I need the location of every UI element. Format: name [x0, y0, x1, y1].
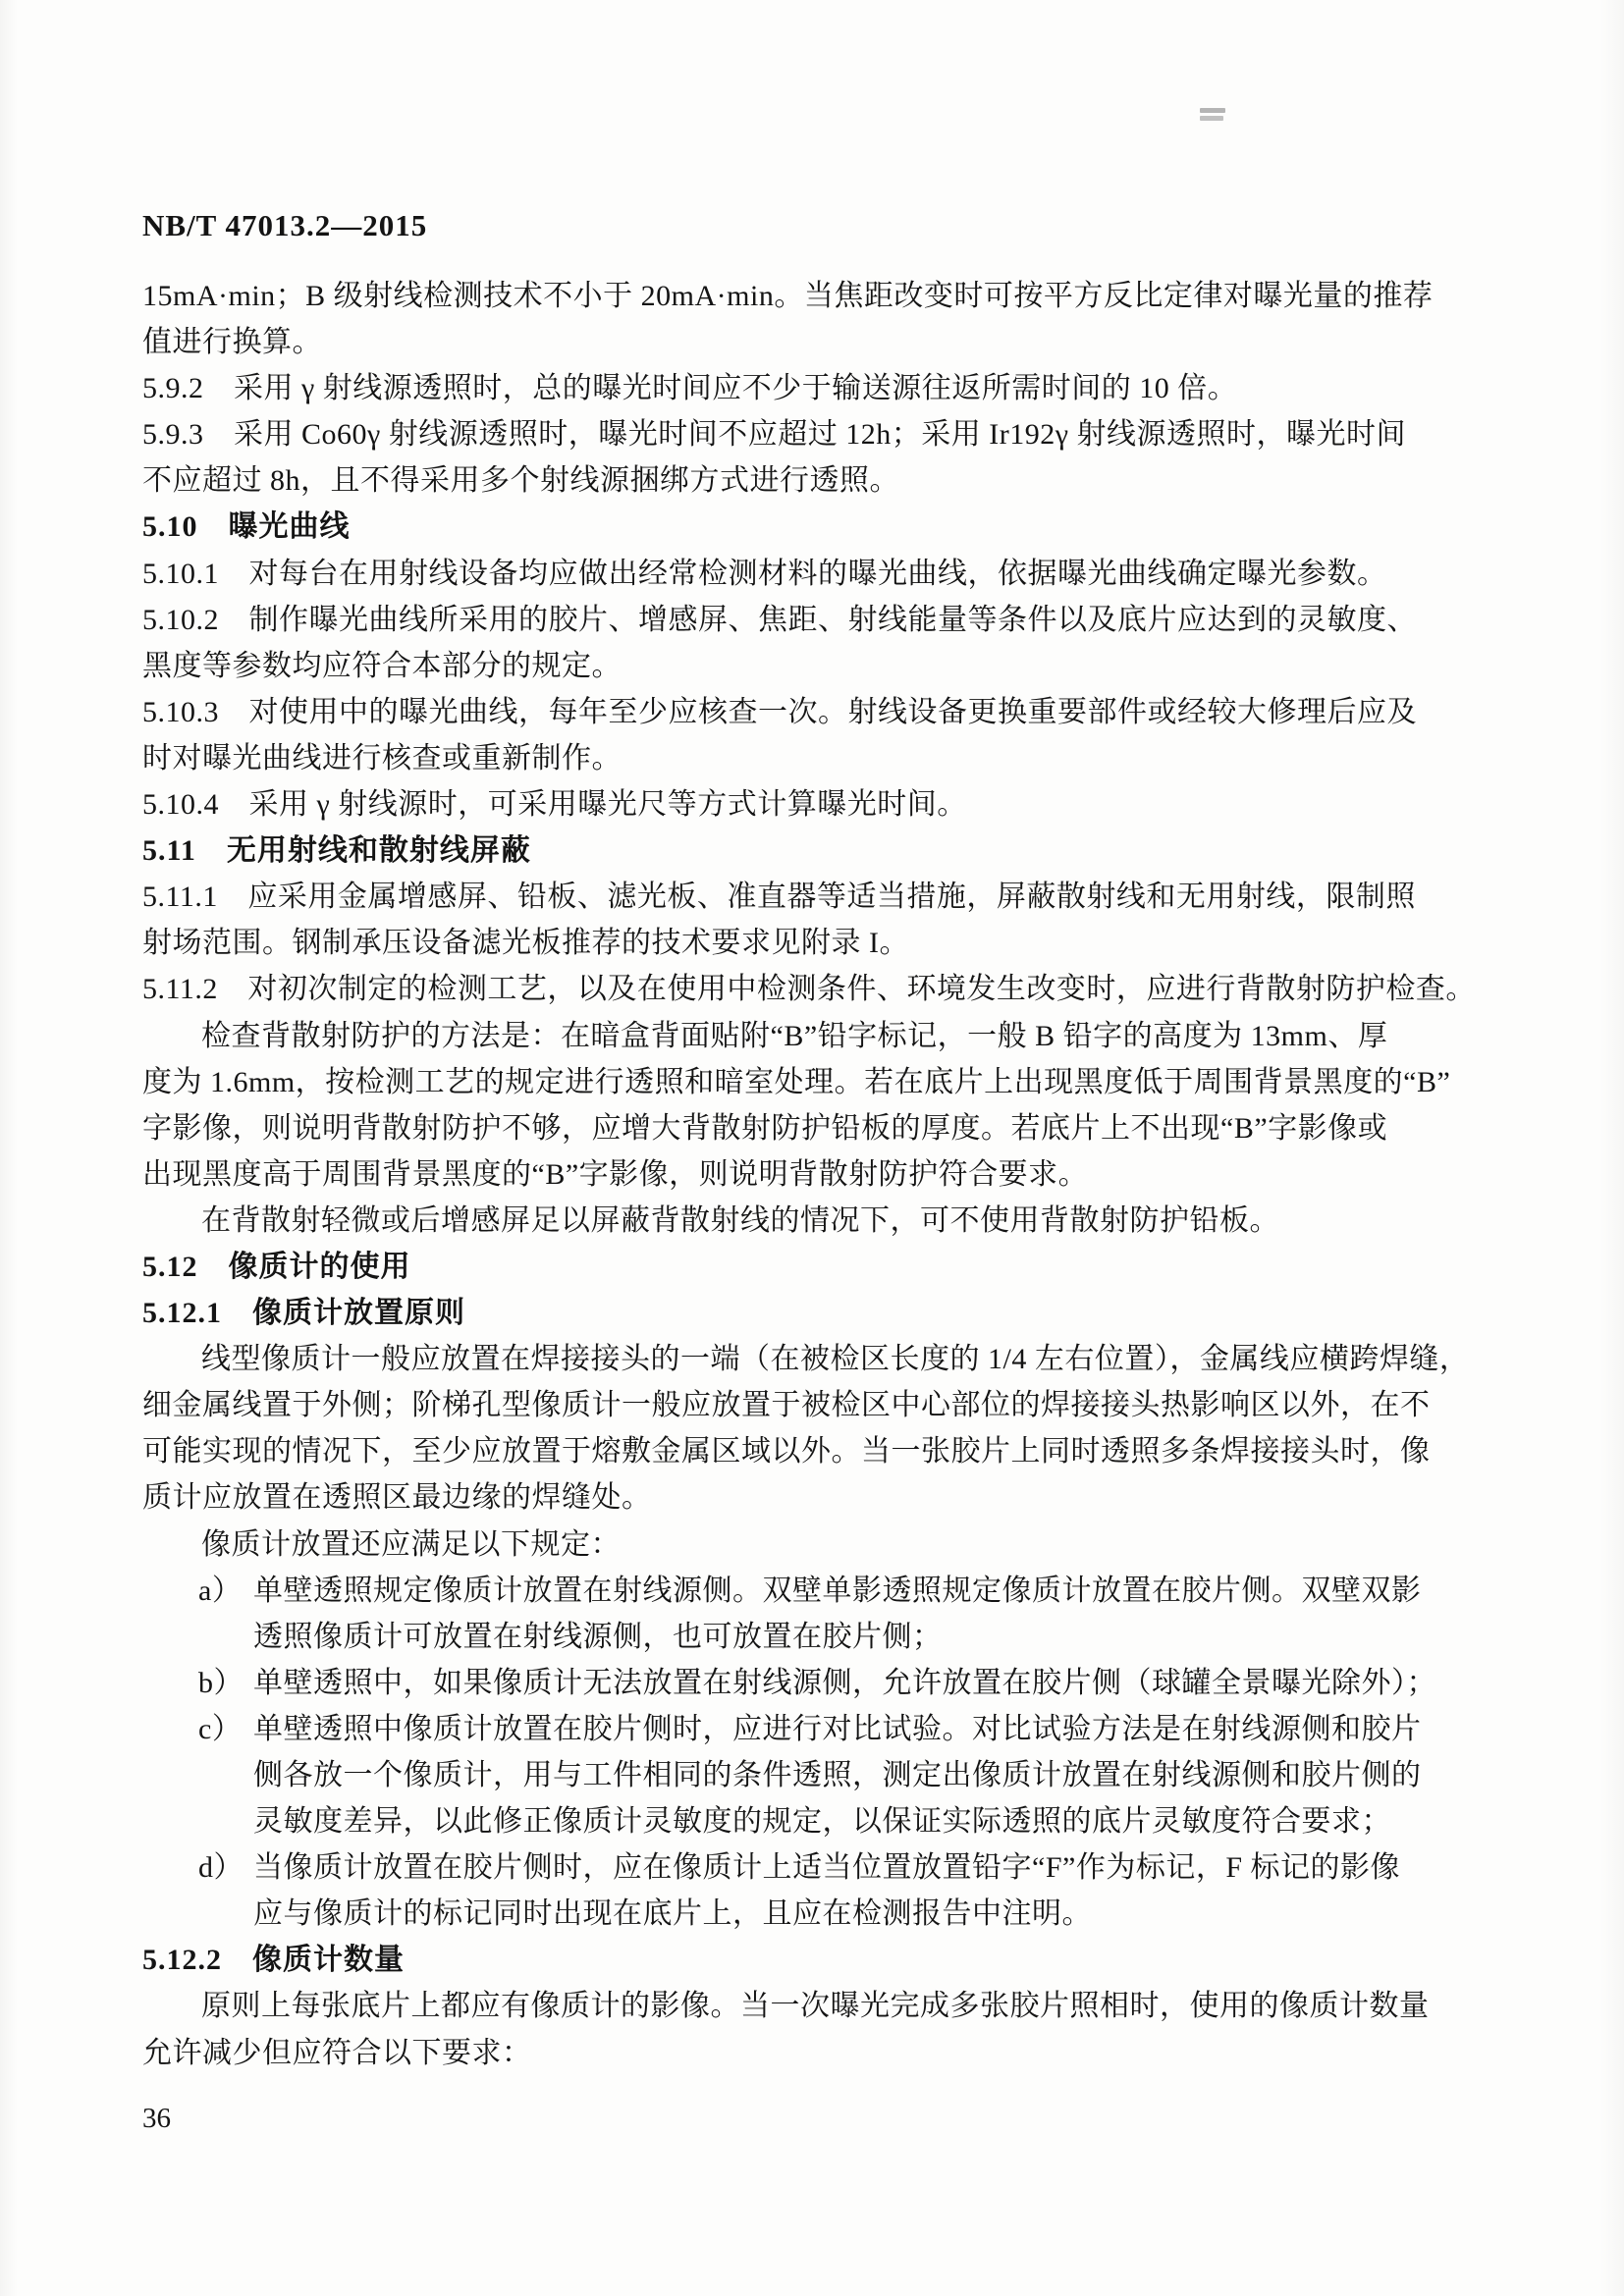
- text-line: 在背散射轻微或后增感屏足以屏蔽背散射线的情况下，可不使用背散射防护铅板。: [201, 1203, 1279, 1237]
- text-line: 像质计放置还应满足以下规定：: [201, 1527, 621, 1561]
- text-line: 线型像质计一般应放置在焊接接头的一端（在被检区长度的 1/4 左右位置），金属线应横跨焊缝，: [201, 1343, 1470, 1376]
- text-line: [142, 1706, 1438, 1752]
- text-line: 不应超过 8h，且不得采用多个射线源捆绑方式进行透照。: [142, 464, 899, 498]
- scan-artifact-bar: [1200, 108, 1225, 113]
- text-line: 细金属线置于外侧；阶梯孔型像质计一般应放置于被检区中心部位的焊接接头热影响区以外，在不: [142, 1389, 1431, 1422]
- section-heading-line: 5.10 曝光曲线: [142, 510, 351, 544]
- text-line: 5.10.2 制作曝光曲线所采用的胶片、增感屏、焦距、射线能量等条件以及底片应达到的灵敏度、: [142, 603, 1417, 636]
- text-line: 应与像质计的标记同时出现在底片上，且应在检测报告中注明。: [253, 1897, 1092, 1931]
- text-line: 5.11.2 对初次制定的检测工艺，以及在使用中检测条件、环境发生改变时，应进行背散射防护检查。: [142, 973, 1476, 1006]
- standard-number-header: NB/T 47013.2—2015: [142, 208, 428, 242]
- text-line: [142, 1660, 1438, 1706]
- text-line: 15mA·min；B 级射线检测技术不小于 20mA·min。当焦距改变时可按平方反比定律对曝光量的推荐: [142, 280, 1434, 312]
- text-line: 值进行换算。: [142, 326, 322, 359]
- text-line: 字影像，则说明背散射防护不够，应增大背散射防护铅板的厚度。若底片上不出现“B”字影像或: [142, 1111, 1388, 1145]
- text-line: 5.10.3 对使用中的曝光曲线，每年至少应核查一次。射线设备更换重要部件或经较大修理后应及: [142, 695, 1417, 728]
- text-line: 出现黑度高于周围背景黑度的“B”字影像，则说明背散射防护符合要求。: [142, 1157, 1089, 1191]
- list-item-label: d）: [198, 1851, 244, 1885]
- text-line: 允许减少但应符合以下要求：: [142, 2036, 532, 2069]
- text-line: 5.9.3 采用 Co60γ 射线源透照时，曝光时间不应超过 12h；采用 Ir192γ 射线源透照时，曝光时间: [142, 418, 1407, 452]
- text-line: 5.10.4 采用 γ 射线源时，可采用曝光尺等方式计算曝光时间。: [142, 788, 967, 822]
- text-line: 侧各放一个像质计，用与工件相同的条件透照，测定出像质计放置在射线源侧和胶片侧的: [253, 1759, 1422, 1791]
- text-line: 原则上每张底片上都应有像质计的影像。当一次曝光完成多张胶片照相时，使用的像质计数量: [201, 1990, 1430, 2023]
- text-line: 度为 1.6mm，按检测工艺的规定进行透照和暗室处理。若在底片上出现黑度低于周围背景黑度的“B”: [142, 1065, 1451, 1098]
- section-heading-line: 5.11 无用射线和散射线屏蔽: [142, 834, 531, 868]
- text-line: 时对曝光曲线进行核查或重新制作。: [142, 741, 622, 774]
- text-line: 射场范围。钢制承压设备滤光板推荐的技术要求见附录 I。: [142, 927, 909, 960]
- section-heading-line: 5.12.2 像质计数量: [142, 1944, 405, 1977]
- text-line: 黑度等参数均应符合本部分的规定。: [142, 649, 622, 682]
- list-item-text: 单壁透照规定像质计放置在射线源侧。双壁单影透照规定像质计放置在胶片侧。双壁双影: [253, 1574, 1422, 1607]
- text-line: 灵敏度差异，以此修正像质计灵敏度的规定，以保证实际透照的底片灵敏度符合要求；: [253, 1805, 1391, 1839]
- text-line: 5.11.1 应采用金属增感屏、铅板、滤光板、准直器等适当措施，屏蔽散射线和无用射线，限制照: [142, 881, 1416, 914]
- list-item-text: 当像质计放置在胶片侧时，应在像质计上适当位置放置铅字“F”作为标记，F 标记的影像: [253, 1851, 1400, 1885]
- text-line: 5.10.1 对每台在用射线设备均应做出经常检测材料的曝光曲线，依据曝光曲线确定曝光参数。: [142, 557, 1387, 590]
- text-line: 可能实现的情况下，至少应放置于熔敷金属区域以外。当一张胶片上同时透照多条焊接接头时，像: [142, 1435, 1431, 1468]
- scan-artifact-mark: [1200, 108, 1225, 122]
- text-line: 检查背散射防护的方法是：在暗盒背面贴附“B”铅字标记，一般 B 铅字的高度为 13mm、厚: [201, 1019, 1388, 1052]
- text-line: 质计应放置在透照区最边缘的焊缝处。: [142, 1481, 652, 1515]
- list-item-text: 单壁透照中像质计放置在胶片侧时，应进行对比试验。对比试验方法是在射线源侧和胶片: [253, 1712, 1422, 1745]
- scan-artifact-bar: [1200, 116, 1223, 121]
- document-body: [142, 273, 1476, 2076]
- list-item-text: 单壁透照中，如果像质计无法放置在射线源侧，允许放置在胶片侧（球罐全景曝光除外）；: [253, 1666, 1436, 1699]
- section-heading-line: 5.12.1 像质计放置原则: [142, 1297, 465, 1330]
- text-line: [142, 1844, 1438, 1891]
- list-item-label: a）: [198, 1574, 243, 1607]
- text-line: [142, 1568, 1438, 1614]
- list-item-label: c）: [198, 1712, 243, 1745]
- text-line: 5.9.2 采用 γ 射线源透照时，总的曝光时间应不少于输送源往返所需时间的 10 倍。: [142, 372, 1238, 405]
- page-number: 36: [142, 2103, 171, 2134]
- list-item-label: b）: [198, 1666, 244, 1699]
- section-heading-line: 5.12 像质计的使用: [142, 1250, 411, 1283]
- text-line: 透照像质计可放置在射线源侧，也可放置在胶片侧；: [253, 1620, 943, 1653]
